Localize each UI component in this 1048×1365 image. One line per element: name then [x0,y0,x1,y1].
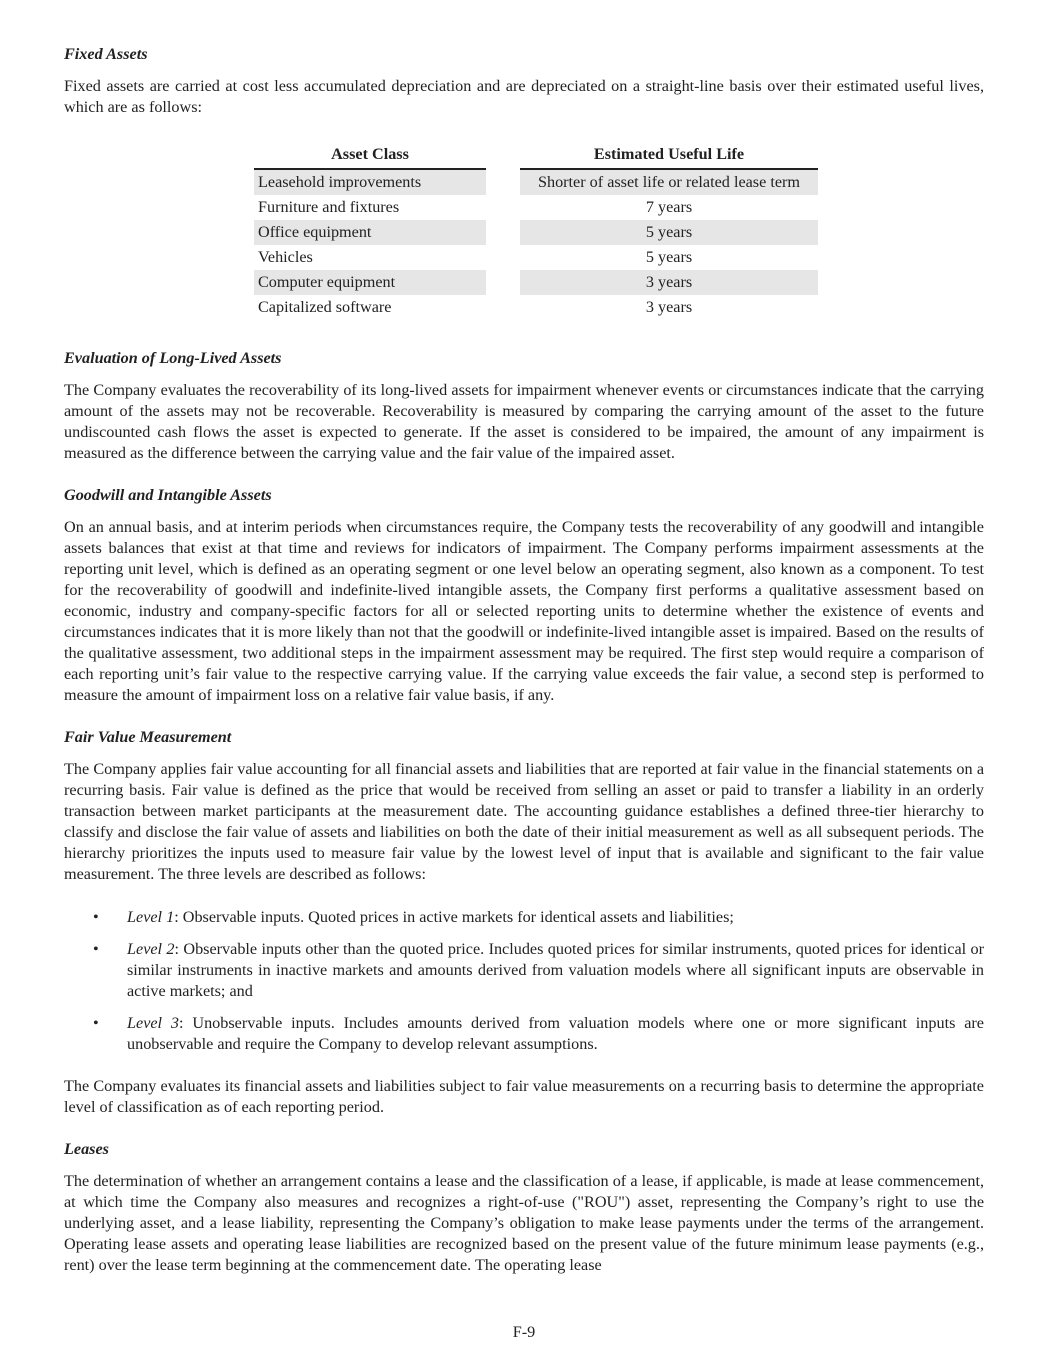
level-text: : Observable inputs other than the quoted price. Includes quoted prices for similar instruments, quoted prices for identical or similar instruments in inactive markets and amounts derived from valuation models where all significant inputs are observable in active markets; and [127,940,984,1000]
page-number: F-9 [512,1323,536,1341]
table-row [254,195,818,220]
asset-class-cell: Computer equipment [254,270,486,295]
useful-life-cell: 7 years [645,198,693,216]
asset-class-cell: Office equipment [254,220,486,245]
fair-value-closing: The Company evaluates its financial assets and liabilities subject to fair value measurements on a recurring basis to determine the appropriate level of classification as of each reporting period. [64,1077,984,1116]
fair-value-heading: Fair Value Measurement [64,728,232,746]
list-item [64,907,984,928]
table-row [254,245,818,270]
asset-class-cell: Leasehold improvements [254,170,486,195]
document-page [64,44,984,1276]
useful-life-cell: 3 years [645,298,693,316]
asset-class-cell: Furniture and fixtures [258,198,400,216]
useful-life-table [254,144,818,320]
fair-value-body: The Company applies fair value accounting for all financial assets and liabilities that are reported at fair value in the financial statements on a recurring basis. Fair value is defined as the price that would be received from selling an asset or paid to transfer a liability in an orderly transaction between market participants at the measurement date. The accounting guidance establishes a defined three-tier hierarchy to classify and disclose the fair value of assets and liabilities on both the date of their initial measurement as well as all subsequent periods. The hierarchy prioritizes the inputs used to measure fair value by the lowest level of input that is available and significant to the fair value measurement. The three levels are described as follows: [64,760,984,883]
table-row [254,270,818,295]
table-row [254,220,818,245]
goodwill-heading: Goodwill and Intangible Assets [64,486,272,504]
list-item [64,1013,984,1055]
bullet-icon: • [93,1014,99,1032]
fair-value-levels-list [64,907,984,1055]
useful-life-cell: 5 years [645,248,693,266]
useful-life-cell: Shorter of asset life or related lease term [520,170,818,195]
bullet-icon: • [93,940,99,958]
useful-life-cell: 3 years [520,270,818,295]
asset-class-cell: Vehicles [258,248,313,266]
level-label: Level 2 [127,940,175,958]
fixed-assets-intro: Fixed assets are carried at cost less accumulated depreciation and are depreciated on a straight-line basis over their estimated useful lives, which are as follows: [64,77,984,116]
useful-life-cell: 5 years [520,220,818,245]
fixed-assets-heading: Fixed Assets [64,45,148,63]
asset-class-header: Asset Class [254,144,486,170]
long-lived-assets-heading: Evaluation of Long-Lived Assets [64,349,282,367]
useful-life-header: Estimated Useful Life [520,144,818,170]
leases-body: The determination of whether an arrangement contains a lease and the classification of a lease, if applicable, is made at lease commencement, at which time the Company also measures and recognizes a right-of-use ("ROU") asset, representing the Company’s right to use the underlying asset, and a lease liability, representing the Company’s obligation to make lease payments under the terms of the arrangement. Operating lease assets and operating lease liabilities are recognized based on the present value of the future minimum lease payments (e.g., rent) over the lease term beginning at the commencement date. The operating lease [64,1172,984,1274]
level-label: Level 3 [127,1014,180,1032]
table-row [254,295,818,320]
level-text: : Unobservable inputs. Includes amounts derived from valuation models where one or more significant inputs are unobservable and require the Company to develop relevant assumptions. [127,1014,984,1053]
goodwill-body: On an annual basis, and at interim periods when circumstances require, the Company tests the recoverability of any goodwill and intangible assets balances that exist at that time and reviews for indicators of impairment. The Company performs impairment assessments at the reporting unit level, which is defined as an operating segment or one level below an operating segment, also known as a component. To test for the recoverability of goodwill and indefinite-lived intangible assets, the Company first performs a qualitative assessment based on economic, industry and company-specific factors for all or selected reporting units to determine whether the existence of events and circumstances indicates that it is more likely than not that the goodwill or indefinite-lived intangible asset is impaired. Based on the results of the qualitative assessment, two additional steps in the impairment assessment may be required. The first step would require a comparison of each reporting unit’s fair value to the respective carrying value. If the carrying value exceeds the fair value, a second step is performed to measure the amount of impairment loss on a relative fair value basis, if any. [64,518,984,704]
asset-class-cell: Capitalized software [258,298,392,316]
level-label: Level 1 [127,908,175,926]
table-header-row [254,144,818,170]
bullet-icon: • [93,908,99,926]
leases-heading: Leases [64,1140,109,1158]
list-item [64,939,984,1002]
table-row [254,170,818,195]
level-text: : Observable inputs. Quoted prices in active markets for identical assets and liabilities; [174,908,734,926]
long-lived-assets-body: The Company evaluates the recoverability of its long-lived assets for impairment whenever events or circumstances indicate that the carrying amount of the assets may not be recoverable. Recoverability is measured by comparing the carrying amount of the asset to the future undiscounted cash flows the asset is expected to generate. If the asset is considered to be impaired, the amount of any impairment is measured as the difference between the carrying value and the fair value of the impaired asset. [64,381,984,462]
